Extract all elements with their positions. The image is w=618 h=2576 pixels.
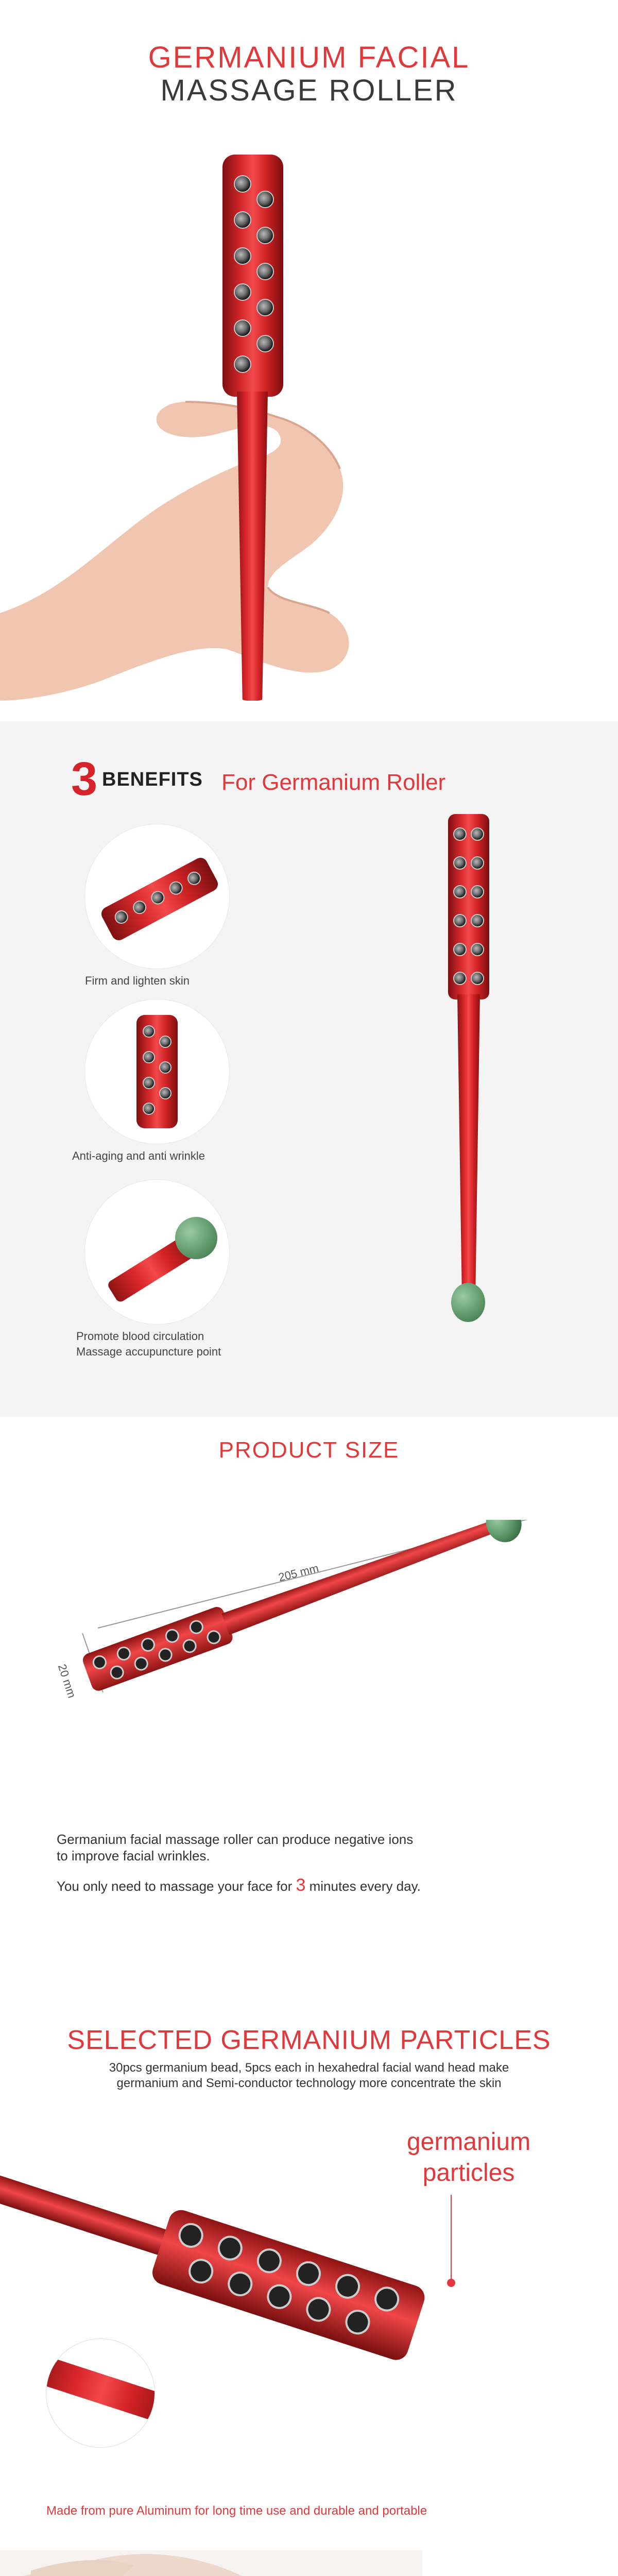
product-size-title: PRODUCT SIZE (218, 1437, 400, 1463)
size-desc-minutes: 3 (296, 1875, 306, 1895)
particles-desc-line2: germanium and Semi-conductor technology more concentrate the skin (116, 2076, 502, 2090)
hero-roller-head (222, 155, 283, 397)
particles-callout-line2: particles (422, 2159, 515, 2187)
hero-title-line1: GERMANIUM FACIAL (148, 41, 470, 74)
size-length-label: 205 mm (277, 1561, 320, 1584)
benefit-image-firm (85, 824, 229, 969)
benefits-roller-jade-ball (451, 1283, 485, 1322)
benefit-image-anti-aging (85, 999, 229, 1144)
benefit-label-circulation-2: Massage accupuncture point (76, 1345, 221, 1358)
benefit-label-anti-aging: Anti-aging and anti wrinkle (72, 1149, 205, 1162)
size-diagram (62, 1520, 577, 1716)
product-size-section (0, 1417, 618, 1984)
size-desc-line3 (57, 1875, 421, 1895)
size-width-label: 20 mm (55, 1663, 79, 1700)
benefit-image-circulation (85, 1180, 229, 1324)
size-desc-line1: Germanium facial massage roller can produce negative ions (57, 1832, 414, 1847)
benefit-label-firm: Firm and lighten skin (85, 974, 190, 987)
hand-image (0, 371, 371, 701)
size-desc-line2: to improve facial wrinkles. (57, 1848, 210, 1863)
size-desc-line3-b: minutes every day. (305, 1878, 421, 1894)
size-desc-line3-a: You only need to massage your face for (57, 1878, 296, 1894)
benefit-label-circulation-1: Promote blood circulation (76, 1330, 204, 1343)
benefits-roller-head (448, 814, 489, 999)
hero-section (0, 0, 618, 721)
particles-desc-line1: 30pcs germanium bead, 5pcs each in hexahedral facial wand head make (109, 2061, 509, 2075)
particles-inset-image (46, 2339, 154, 2447)
benefits-number: 3 (71, 753, 98, 805)
colors-section (0, 2550, 618, 2576)
particles-title: SELECTED GERMANIUM PARTICLES (67, 2025, 551, 2055)
benefits-word: BENEFITS (102, 769, 203, 790)
particles-footer: Made from pure Aluminum for long time use and durable and portable (46, 2504, 427, 2518)
benefits-subtitle: For Germanium Roller (221, 770, 446, 795)
particles-callout-line1: germanium (406, 2128, 531, 2156)
face-model-image (0, 2550, 422, 2576)
particles-section (0, 1984, 618, 2550)
benefits-roller-handle (457, 994, 480, 1293)
hero-title-line2: MASSAGE ROLLER (160, 74, 458, 107)
benefits-section (0, 721, 618, 1417)
